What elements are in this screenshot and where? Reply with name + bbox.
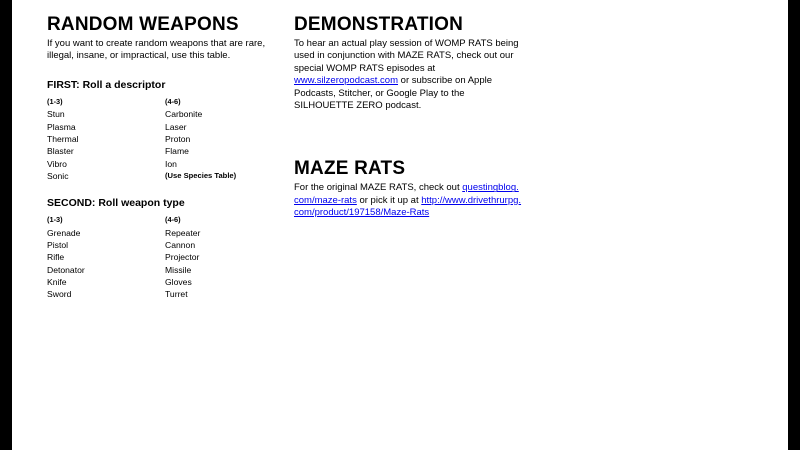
descriptor-cell: Blaster bbox=[47, 146, 74, 157]
document-page bbox=[12, 0, 788, 450]
right-column bbox=[294, 12, 522, 220]
maze-rats-text-1: For the original MAZE RATS, check out bbox=[294, 182, 460, 194]
random-weapons-section bbox=[47, 12, 272, 301]
weapon-type-cell: Missile bbox=[165, 264, 192, 275]
demonstration-text-1: To hear an actual play session of WOMP RATS being used in conjunction with MAZE RATS, check out our special WOMP RATS episodes at bbox=[294, 38, 519, 74]
descriptor-cell: Flame bbox=[165, 146, 189, 157]
descriptor-cell: Proton bbox=[165, 133, 191, 144]
weapon-type-cell: Cannon bbox=[165, 239, 196, 250]
weapon-type-col2-header: (4-6) bbox=[165, 215, 181, 225]
descriptor-cell: Sonic bbox=[47, 170, 69, 181]
demonstration-text-2: or subscribe on Apple Podcasts, Stitcher, or Google Play to the SILHOUETTE ZERO podcast. bbox=[294, 75, 493, 112]
weapon-type-table bbox=[47, 214, 272, 300]
weapon-type-cell: Pistol bbox=[47, 239, 69, 250]
weapon-type-cell: Repeater bbox=[165, 227, 201, 238]
descriptor-cell: Plasma bbox=[47, 121, 76, 132]
maze-rats-text-2: or pick it up at bbox=[359, 194, 419, 206]
drivethrurpg-link[interactable]: http://www.drivethrurpg.com/product/197158/Maze-Rats bbox=[294, 194, 522, 219]
weapon-type-cell: Gloves bbox=[165, 276, 192, 287]
demonstration-title: DEMONSTRATION bbox=[294, 14, 464, 35]
descriptor-cell-species: (Use Species Table) bbox=[165, 170, 237, 180]
questingblog-link[interactable]: questingblog.com/maze-rats bbox=[294, 182, 519, 206]
weapon-type-col1-header: (1-3) bbox=[47, 215, 63, 225]
descriptor-table bbox=[47, 96, 272, 182]
weapon-type-cell: Sword bbox=[47, 289, 72, 300]
random-weapons-intro: If you want to create random weapons that are rare, illegal, insane, or impractical, use this table. bbox=[47, 38, 266, 62]
demonstration-text bbox=[294, 38, 522, 112]
second-roll-heading: SECOND: Roll weapon type bbox=[47, 197, 185, 210]
descriptor-cell: Vibro bbox=[47, 158, 67, 169]
weapon-type-cell: Turret bbox=[165, 289, 188, 300]
descriptor-cell: Thermal bbox=[47, 133, 79, 144]
descriptor-cell: Laser bbox=[165, 121, 187, 132]
weapon-type-cell: Grenade bbox=[47, 227, 81, 238]
weapon-type-cell: Rifle bbox=[47, 252, 65, 263]
maze-rats-text bbox=[294, 182, 522, 219]
silzero-podcast-link[interactable]: www.silzeropodcast.com bbox=[294, 75, 399, 87]
random-weapons-title: RANDOM WEAPONS bbox=[47, 14, 239, 35]
descriptor-cell: Stun bbox=[47, 109, 65, 120]
descriptor-cell: Ion bbox=[165, 158, 177, 169]
descriptor-cell: Carbonite bbox=[165, 109, 203, 120]
maze-rats-title: MAZE RATS bbox=[294, 158, 406, 180]
weapon-type-cell: Detonator bbox=[47, 264, 85, 275]
first-roll-heading: FIRST: Roll a descriptor bbox=[47, 78, 166, 91]
weapon-type-cell: Projector bbox=[165, 252, 200, 263]
descriptor-col1-header: (1-3) bbox=[47, 96, 63, 106]
weapon-type-cell: Knife bbox=[47, 276, 67, 287]
descriptor-col2-header: (4-6) bbox=[165, 96, 181, 106]
